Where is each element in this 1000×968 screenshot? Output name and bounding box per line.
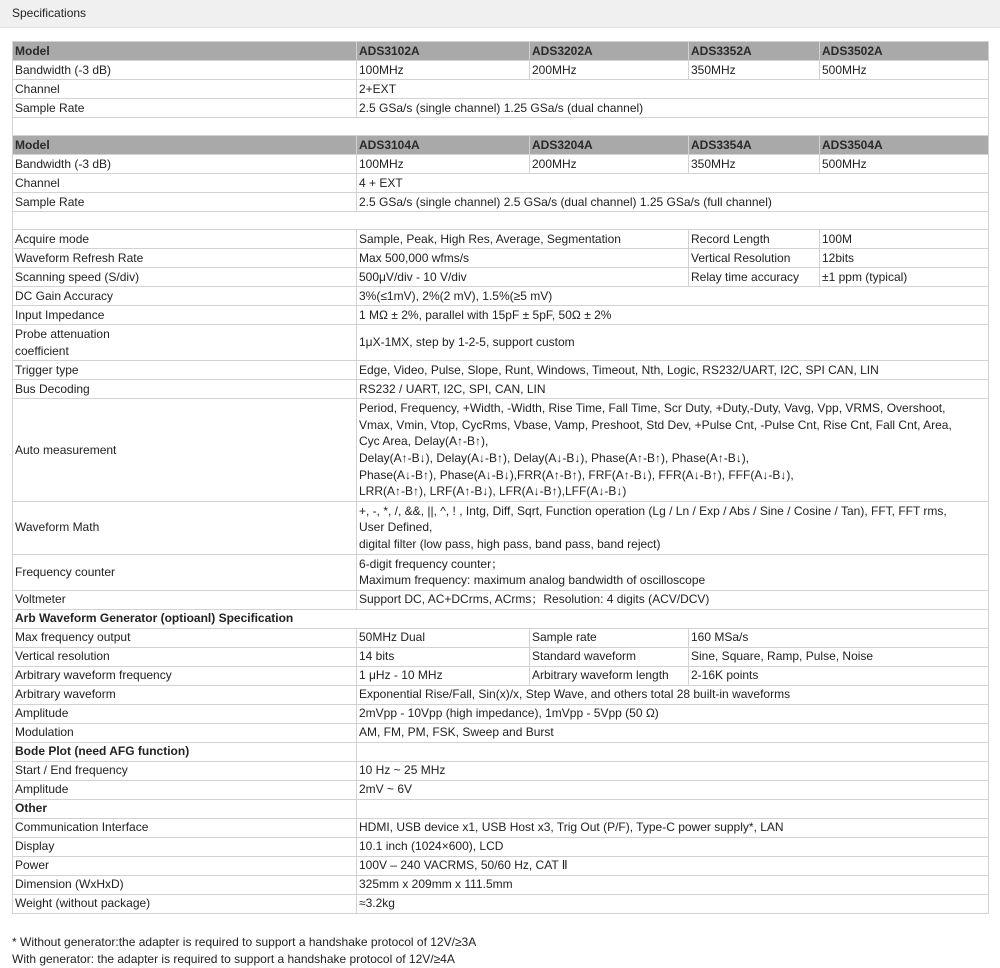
- cell: 2.5 GSa/s (single channel) 1.25 GSa/s (dual channel): [357, 99, 989, 118]
- row-label: Bandwidth (-3 dB): [13, 155, 357, 174]
- row-label: Trigger type: [13, 361, 357, 380]
- row-label: Waveform Math: [13, 501, 357, 554]
- cell: Edge, Video, Pulse, Slope, Runt, Windows, Timeout, Nth, Logic, RS232/UART, I2C, SPI CAN, LIN: [357, 361, 989, 380]
- section-title-afg: Arb Waveform Generator (optioanl) Specification: [13, 609, 989, 628]
- row-label: Dimension (WxHxD): [13, 875, 357, 894]
- table-header-row: [13, 136, 989, 155]
- table-row: [13, 666, 989, 685]
- cell: 2.5 GSa/s (single channel) 2.5 GSa/s (dual channel) 1.25 GSa/s (full channel): [357, 193, 989, 212]
- text-line: Vmax, Vmin, Vtop, CycRms, Vbase, Vamp, Preshoot, Std Dev, +Pulse Cnt, -Pulse Cnt, Rise Cnt, Fall Cnt, Area,: [359, 417, 952, 432]
- cell: Relay time accuracy: [689, 268, 820, 287]
- text-line: Delay(A↑-B↓), Delay(A↓-B↑), Delay(A↓-B↓), Phase(A↑-B↑), Phase(A↑-B↓),: [359, 450, 750, 465]
- text-line: User Defined,: [359, 520, 433, 535]
- header-cell: Model: [13, 136, 357, 155]
- cell: 1μX-1MX, step by 1-2-5, support custom: [357, 325, 989, 361]
- cell: Vertical Resolution: [689, 249, 820, 268]
- table-row: [13, 554, 989, 590]
- row-label: Waveform Refresh Rate: [13, 249, 357, 268]
- cell: 50MHz Dual: [357, 628, 530, 647]
- section-header-row: [13, 742, 989, 761]
- table-row: [13, 361, 989, 380]
- cell: 2-16K points: [689, 666, 989, 685]
- cell-frequency-counter: [357, 554, 989, 590]
- row-label: [13, 325, 357, 361]
- header-cell: ADS3352A: [689, 42, 820, 61]
- header-cell: ADS3104A: [357, 136, 530, 155]
- spacer-row: [13, 212, 989, 230]
- cell: 100V – 240 VACRMS, 50/60 Hz, CAT Ⅱ: [357, 856, 989, 875]
- header-cell: Model: [13, 42, 357, 61]
- cell: Arbitrary waveform length: [530, 666, 689, 685]
- footnotes: [12, 934, 476, 968]
- cell: 200MHz: [530, 155, 689, 174]
- row-label: Arbitrary waveform: [13, 685, 357, 704]
- text-line: Cyc Area, Delay(A↑-B↑),: [359, 434, 489, 449]
- table-row: [13, 268, 989, 287]
- cell: Max 500,000 wfms/s: [357, 249, 689, 268]
- table-row: [13, 249, 989, 268]
- row-label: Vertical resolution: [13, 647, 357, 666]
- text-line: Phase(A↓-B↑), Phase(A↓-B↓),FRR(A↑-B↑), FRF(A↑-B↓), FFR(A↓-B↑), FFF(A↓-B↓),: [359, 467, 794, 482]
- row-label: Weight (without package): [13, 894, 357, 913]
- footnote: With generator: the adapter is required to support a handshake protocol of 12V/≥4A: [12, 952, 455, 966]
- table-row: [13, 399, 989, 502]
- row-label: Sample Rate: [13, 99, 357, 118]
- table-header-row: [13, 42, 989, 61]
- header-cell: ADS3204A: [530, 136, 689, 155]
- cell: Sample, Peak, High Res, Average, Segmentation: [357, 230, 689, 249]
- cell: 10.1 inch (1024×600), LCD: [357, 837, 989, 856]
- row-label: Max frequency output: [13, 628, 357, 647]
- text-line: LRR(A↑-B↑), LRF(A↑-B↓), LFR(A↓-B↑),LFF(A↓-B↓): [359, 484, 627, 499]
- cell: 350MHz: [689, 155, 820, 174]
- cell: 200MHz: [530, 61, 689, 80]
- cell: 12bits: [820, 249, 989, 268]
- row-label: Start / End frequency: [13, 761, 357, 780]
- table-row: [13, 685, 989, 704]
- table-row: [13, 647, 989, 666]
- cell: Exponential Rise/Fall, Sin(x)/x, Step Wave, and others total 28 built-in waveforms: [357, 685, 989, 704]
- row-label: Scanning speed (S/div): [13, 268, 357, 287]
- row-label: Input Impedance: [13, 306, 357, 325]
- cell: 100MHz: [357, 61, 530, 80]
- row-label: Communication Interface: [13, 818, 357, 837]
- row-label: Sample Rate: [13, 193, 357, 212]
- tab-specifications[interactable]: Specifications: [12, 6, 87, 20]
- cell: 1 MΩ ± 2%, parallel with 15pF ± 5pF, 50Ω ± 2%: [357, 306, 989, 325]
- table-row: [13, 875, 989, 894]
- table-row: [13, 99, 989, 118]
- table-row: [13, 837, 989, 856]
- row-label: Display: [13, 837, 357, 856]
- cell: 1 μHz - 10 MHz: [357, 666, 530, 685]
- cell: 2mVpp - 10Vpp (high impedance), 1mVpp - 5Vpp (50 Ω): [357, 704, 989, 723]
- cell: AM, FM, PM, FSK, Sweep and Burst: [357, 723, 989, 742]
- header-cell: ADS3504A: [820, 136, 989, 155]
- cell: 2+EXT: [357, 80, 989, 99]
- row-label: Amplitude: [13, 704, 357, 723]
- table-row: [13, 61, 989, 80]
- cell: RS232 / UART, I2C, SPI, CAN, LIN: [357, 380, 989, 399]
- section-title-bode: Bode Plot (need AFG function): [13, 742, 357, 761]
- cell: Standard waveform: [530, 647, 689, 666]
- cell: Sample rate: [530, 628, 689, 647]
- text-line: digital filter (low pass, high pass, band pass, band reject): [359, 536, 661, 551]
- text-line: Period, Frequency, +Width, -Width, Rise Time, Fall Time, Scr Duty, +Duty,-Duty, Vavg, Vpp, VRMS, Overshoot,: [359, 401, 946, 416]
- cell: 100MHz: [357, 155, 530, 174]
- cell: Support DC, AC+DCrms, ACrms；Resolution: 4 digits (ACV/DCV): [357, 590, 989, 609]
- table-row: [13, 501, 989, 554]
- row-label: Channel: [13, 174, 357, 193]
- cell: [357, 742, 989, 761]
- cell: [357, 799, 989, 818]
- cell-waveform-math: [357, 501, 989, 554]
- cell: 350MHz: [689, 61, 820, 80]
- table-row: [13, 193, 989, 212]
- cell-auto-measurement: [357, 399, 989, 502]
- row-label: DC Gain Accuracy: [13, 287, 357, 306]
- table-row: [13, 780, 989, 799]
- row-label: Acquire mode: [13, 230, 357, 249]
- section-header-row: [13, 799, 989, 818]
- header-cell: ADS3202A: [530, 42, 689, 61]
- label-line: coefficient: [15, 343, 69, 358]
- row-label: Modulation: [13, 723, 357, 742]
- label-line: Probe attenuation: [15, 327, 110, 341]
- table-row: [13, 155, 989, 174]
- cell: 325mm x 209mm x 111.5mm: [357, 875, 989, 894]
- row-label: Channel: [13, 80, 357, 99]
- text-line: +, -, *, /, &&, ||, ^, ! , Intg, Diff, Sqrt, Function operation (Lg / Ln / Exp / Abs / Sine / Cosine / Tan), FFT, FFT rms,: [359, 503, 947, 518]
- row-label: Amplitude: [13, 780, 357, 799]
- cell: 10 Hz ~ 25 MHz: [357, 761, 989, 780]
- row-label: Auto measurement: [13, 399, 357, 502]
- table-row: [13, 761, 989, 780]
- table-row: [13, 230, 989, 249]
- table-row: [13, 380, 989, 399]
- cell: Record Length: [689, 230, 820, 249]
- cell: Sine, Square, Ramp, Pulse, Noise: [689, 647, 989, 666]
- cell: 500MHz: [820, 61, 989, 80]
- row-label: Bandwidth (-3 dB): [13, 61, 357, 80]
- table-row: [13, 306, 989, 325]
- row-label: Bus Decoding: [13, 380, 357, 399]
- text-line: Maximum frequency: maximum analog bandwidth of oscilloscope: [359, 573, 706, 588]
- table-row: [13, 628, 989, 647]
- table-row: [13, 894, 989, 913]
- cell: 100M: [820, 230, 989, 249]
- cell: 14 bits: [357, 647, 530, 666]
- header-cell: ADS3354A: [689, 136, 820, 155]
- section-title-other: Other: [13, 799, 357, 818]
- table-row: [13, 325, 989, 361]
- cell: ≈3.2kg: [357, 894, 989, 913]
- row-label: Arbitrary waveform frequency: [13, 666, 357, 685]
- table-row: [13, 818, 989, 837]
- spec-table: [12, 41, 989, 914]
- table-row: [13, 590, 989, 609]
- footnote: * Without generator:the adapter is required to support a handshake protocol of 12V/≥3A: [12, 935, 477, 949]
- table-row: [13, 856, 989, 875]
- cell: 3%(≤1mV), 2%(2 mV), 1.5%(≥5 mV): [357, 287, 989, 306]
- table-row: [13, 80, 989, 99]
- table-row: [13, 723, 989, 742]
- cell: HDMI, USB device x1, USB Host x3, Trig Out (P/F), Type-C power supply*, LAN: [357, 818, 989, 837]
- row-label: Frequency counter: [13, 554, 357, 590]
- section-header-row: [13, 609, 989, 628]
- cell: 500μV/div - 10 V/div: [357, 268, 689, 287]
- cell: 160 MSa/s: [689, 628, 989, 647]
- spacer-row: [13, 118, 989, 136]
- text-line: 6-digit frequency counter；: [359, 556, 504, 571]
- table-row: [13, 174, 989, 193]
- cell: 4 + EXT: [357, 174, 989, 193]
- cell: ±1 ppm (typical): [820, 268, 989, 287]
- cell: 2mV ~ 6V: [357, 780, 989, 799]
- row-label: Voltmeter: [13, 590, 357, 609]
- table-row: [13, 287, 989, 306]
- table-row: [13, 704, 989, 723]
- cell: 500MHz: [820, 155, 989, 174]
- tab-bar: [0, 0, 1000, 28]
- header-cell: ADS3102A: [357, 42, 530, 61]
- header-cell: ADS3502A: [820, 42, 989, 61]
- row-label: Power: [13, 856, 357, 875]
